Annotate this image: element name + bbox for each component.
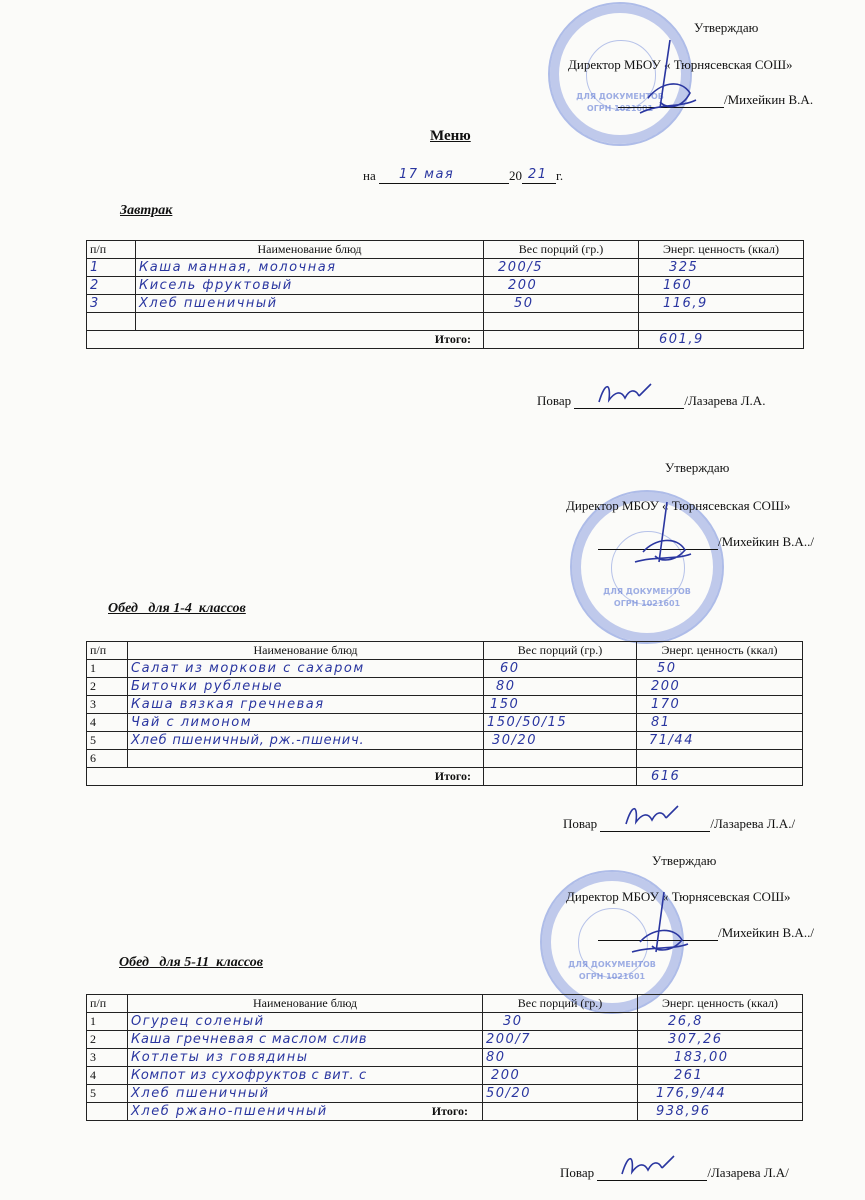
director-name: /Михейкин В.А../ xyxy=(718,534,814,549)
stamp-ogrn: ОГРН 1021601 xyxy=(586,104,654,113)
cook-name: /Лазарева Л.А/ xyxy=(707,1165,789,1180)
director-name: /Михейкин В.А../ xyxy=(718,925,814,940)
director-signature xyxy=(625,500,695,570)
cook-name: /Лазарева Л.А./ xyxy=(710,816,796,831)
date-prefix: на xyxy=(363,168,376,183)
total-value: 616 xyxy=(637,768,803,786)
table-row: 3 Котлеты из говядины 80 183,00 xyxy=(87,1049,803,1067)
cook-signature xyxy=(618,1150,678,1180)
stamp-text: ДЛЯ ДОКУМЕНТОВ xyxy=(603,587,691,596)
col-name: Наименование блюд xyxy=(128,642,484,660)
table-row xyxy=(87,313,804,331)
approval-title: Утверждаю xyxy=(694,20,759,35)
total-value: 601,9 xyxy=(639,331,804,349)
total-row xyxy=(87,768,803,786)
cook-signature xyxy=(622,800,682,830)
page-title: Меню xyxy=(430,128,471,144)
lunch-5-11-table xyxy=(86,994,803,1121)
table-header-row xyxy=(87,995,803,1013)
total-value: 938,96 xyxy=(638,1103,803,1121)
col-num: п/п xyxy=(87,995,128,1013)
table-row: 4 Компот из сухофруктов с вит. с 200 261 xyxy=(87,1067,803,1085)
table-row: 5 Хлеб пшеничный 50/20 176,9/44 xyxy=(87,1085,803,1103)
table-row: 3 Каша вязкая гречневая 150 170 xyxy=(87,696,803,714)
total-label: Итого: xyxy=(87,768,484,786)
lunch-1-4-heading: Обед для 1-4 классов xyxy=(108,601,246,616)
cook-signature xyxy=(595,378,655,408)
table-header-row xyxy=(87,642,803,660)
col-num: п/п xyxy=(87,241,136,259)
col-energy: Энерг. ценность (ккал) xyxy=(639,241,804,259)
date-day-month: 17 мая xyxy=(398,167,455,182)
total-label: Итого: xyxy=(87,331,484,349)
approval-position: Директор МБОУ « Тюрнясевская СОШ» xyxy=(566,889,791,904)
table-row: 2 Кисель фруктовый 200 160 xyxy=(87,277,804,295)
total-row xyxy=(87,331,804,349)
director-name: /Михейкин В.А. xyxy=(724,92,814,107)
total-row xyxy=(87,1103,803,1121)
date-year-prefix: 20 xyxy=(508,168,522,183)
director-signature xyxy=(630,38,700,118)
cook-label: Повар xyxy=(537,393,572,408)
approval-position: Директор МБОУ « Тюрнясевская СОШ» xyxy=(566,498,791,513)
table-row: 6 xyxy=(87,750,803,768)
col-energy: Энерг. ценность (ккал) xyxy=(638,995,803,1013)
total-label: Итого: xyxy=(431,1104,468,1118)
stamp-text: ДЛЯ ДОКУМЕНТОВ xyxy=(576,92,664,101)
stamp-ogrn: ОГРН 1021601 xyxy=(613,599,681,608)
cook-label: Повар xyxy=(560,1165,595,1180)
table-row: 5 Хлеб пшеничный, рж.-пшенич. 30/20 71/44 xyxy=(87,732,803,750)
breakfast-heading: Завтрак xyxy=(120,203,173,218)
breakfast-table xyxy=(86,240,804,349)
approval-title: Утверждаю xyxy=(652,853,717,868)
table-row: 4 Чай с лимоном 150/50/15 81 xyxy=(87,714,803,732)
menu-date xyxy=(363,168,563,184)
extra-bread-name: Хлеб ржано-пшеничный xyxy=(131,1104,328,1119)
table-row: 2 Каша гречневая с маслом слив 200/7 307,26 xyxy=(87,1031,803,1049)
col-name: Наименование блюд xyxy=(128,995,483,1013)
lunch-1-4-table xyxy=(86,641,803,786)
table-header-row xyxy=(87,241,804,259)
col-weight: Вес порций (гр.) xyxy=(484,241,639,259)
table-row: 2 Биточки рубленые 80 200 xyxy=(87,678,803,696)
table-row: 1 Огурец соленый 30 26,8 xyxy=(87,1013,803,1031)
cook-label: Повар xyxy=(563,816,598,831)
col-name: Наименование блюд xyxy=(136,241,484,259)
stamp-ogrn: ОГРН 1021601 xyxy=(578,972,646,981)
table-row: 1 Салат из моркови с сахаром 60 50 xyxy=(87,660,803,678)
approval-title: Утверждаю xyxy=(665,460,730,475)
stamp-text: ДЛЯ ДОКУМЕНТОВ xyxy=(568,960,656,969)
col-num: п/п xyxy=(87,642,128,660)
table-row: 1 Каша манная, молочная 200/5 325 xyxy=(87,259,804,277)
date-year-suffix: 21 xyxy=(527,167,548,182)
col-weight: Вес порций (гр.) xyxy=(483,995,638,1013)
table-row: 3 Хлеб пшеничный 50 116,9 xyxy=(87,295,804,313)
col-energy: Энерг. ценность (ккал) xyxy=(637,642,803,660)
col-weight: Вес порций (гр.) xyxy=(484,642,637,660)
date-suffix: г. xyxy=(555,168,564,183)
lunch-5-11-heading: Обед для 5-11 классов xyxy=(119,955,264,970)
cook-name: /Лазарева Л.А. xyxy=(684,393,766,408)
director-signature xyxy=(622,890,692,960)
approval-position: Директор МБОУ « Тюрнясевская СОШ» xyxy=(568,57,793,72)
